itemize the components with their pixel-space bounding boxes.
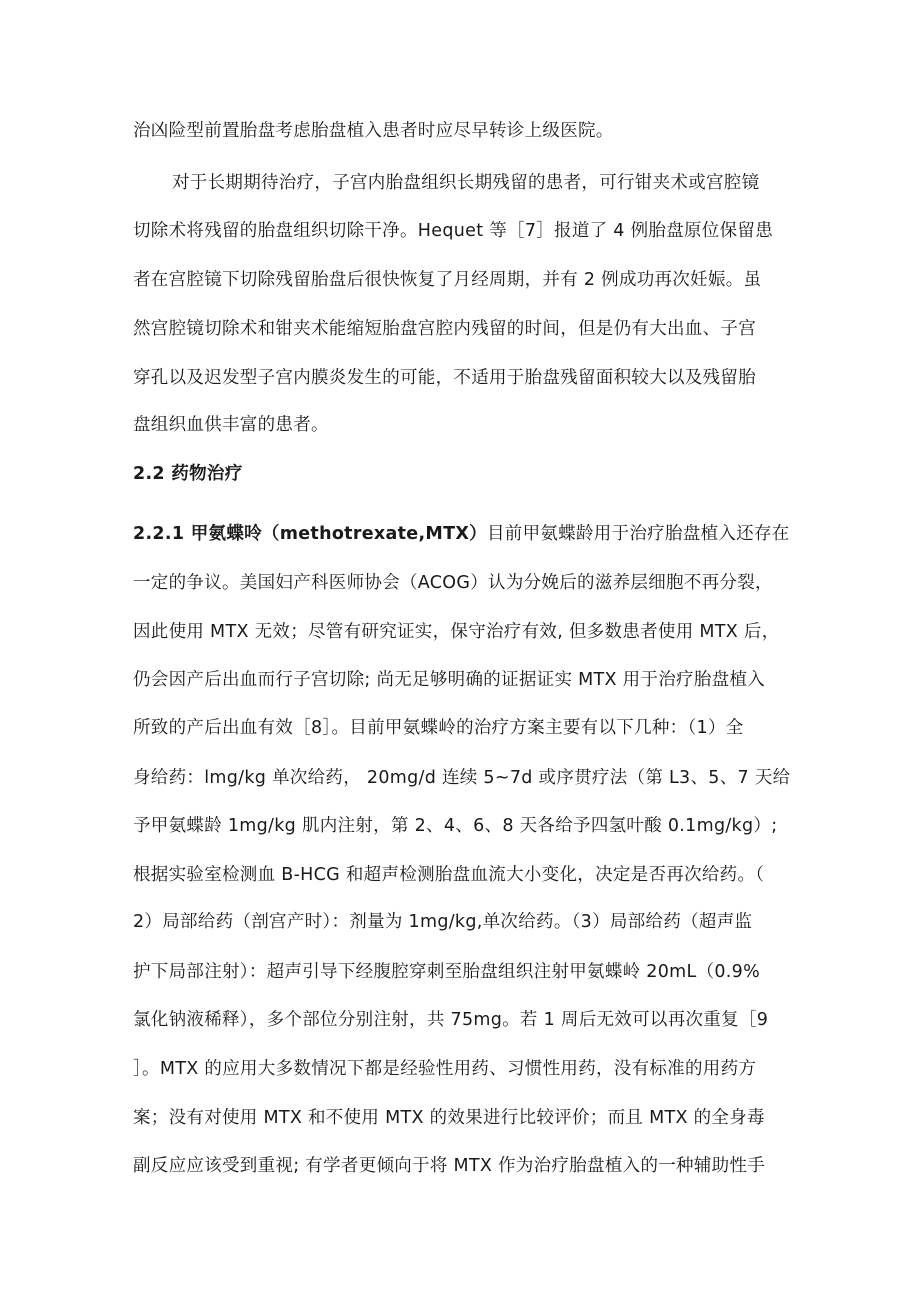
paragraph-line: 者在宫腔镜下切除残留胎盘后很快恢复了月经周期，并有 2 例成功再次妊娠。虽 [133,270,762,290]
paragraph-line: 氯化钠液稀释），多个部位分别注射，共 75mg。若 1 周后无效可以再次重复［9 [133,1010,769,1030]
paragraph-line: 治凶险型前置胎盘考虑胎盘植入患者时应尽早转诊上级医院。 [133,121,614,141]
paragraph-line: 护下局部注射）：超声引导下经腹腔穿刺至胎盘组织注射甲氨蝶岭 20mL（0.9% [133,962,761,982]
paragraph-line: 案；没有对使用 MTX 和不使用 MTX 的效果进行比较评价；而且 MTX 的全身毒 [133,1108,765,1128]
paragraph-line: ］。MTX 的应用大多数情况下都是经验性用药、习惯性用药，没有标准的用药方 [133,1059,757,1079]
paragraph-line: 切除术将残留的胎盘组织切除干净。Hequet 等［7］报道了 4 例胎盘原位保留患 [133,221,774,241]
paragraph-line: 身给药：lmg/kg 单次给药， 20mg/d 连续 5~7d 或序贯疗法（第 L3、5、7 天给 [133,768,791,788]
paragraph-line: 盘组织血供丰富的患者。 [133,415,329,435]
paragraph-line: 2）局部给药（剖宫产时）：剂量为 1mg/kg,单次给药。（3）局部给药（超声监 [133,912,753,932]
paragraph-line: 对于长期期待治疗，子宫内胎盘组织长期残留的患者，可行钳夹术或宫腔镜 [172,173,760,193]
paragraph-line [133,523,793,545]
paragraph-line: 穿孔以及迟发型子宫内膜炎发生的可能，不适用于胎盘残留面积较大以及残留胎 [133,368,756,388]
paragraph-line: 因此使用 MTX 无效；尽管有研究证实，保守治疗有效, 但多数患者使用 MTX 后， [133,622,780,642]
paragraph-line: 予甲氨蝶龄 1mg/kg 肌内注射，第 2、4、6、8 天各给予四氢叶酸 0.1mg/kg）; [133,816,778,836]
paragraph-line: 所致的产后出血有效［8］。目前甲氨蝶岭的治疗方案主要有以下几种：（1）全 [133,718,744,738]
paragraph-line: 根据实验室检测血 B-HCG 和超声检测胎盘血流大小变化，决定是否再次给药。（ [133,865,765,885]
paragraph-line: 仍会因产后出血而行子宫切除; 尚无足够明确的证据证实 MTX 用于治疗胎盘植入 [133,670,766,690]
paragraph-text: 目前甲氨蝶龄用于治疗胎盘植入还存在 [486,524,790,544]
paragraph-line: 副反应应该受到重视; 有学者更倾向于将 MTX 作为治疗胎盘植入的一种辅助性手 [133,1156,766,1176]
paragraph-line: 然宫腔镜切除术和钳夹术能缩短胎盘宫腔内残留的时间，但是仍有大出血、子宫 [133,319,756,339]
subsection-heading: 2.2.1 甲氨蝶呤（methotrexate,MTX） [133,524,487,544]
paragraph-line: 一定的争议。美国妇产科医师协会（ACOG）认为分娩后的滋养层细胞不再分裂， [133,573,773,593]
section-heading: 2.2 药物治疗 [133,464,243,484]
